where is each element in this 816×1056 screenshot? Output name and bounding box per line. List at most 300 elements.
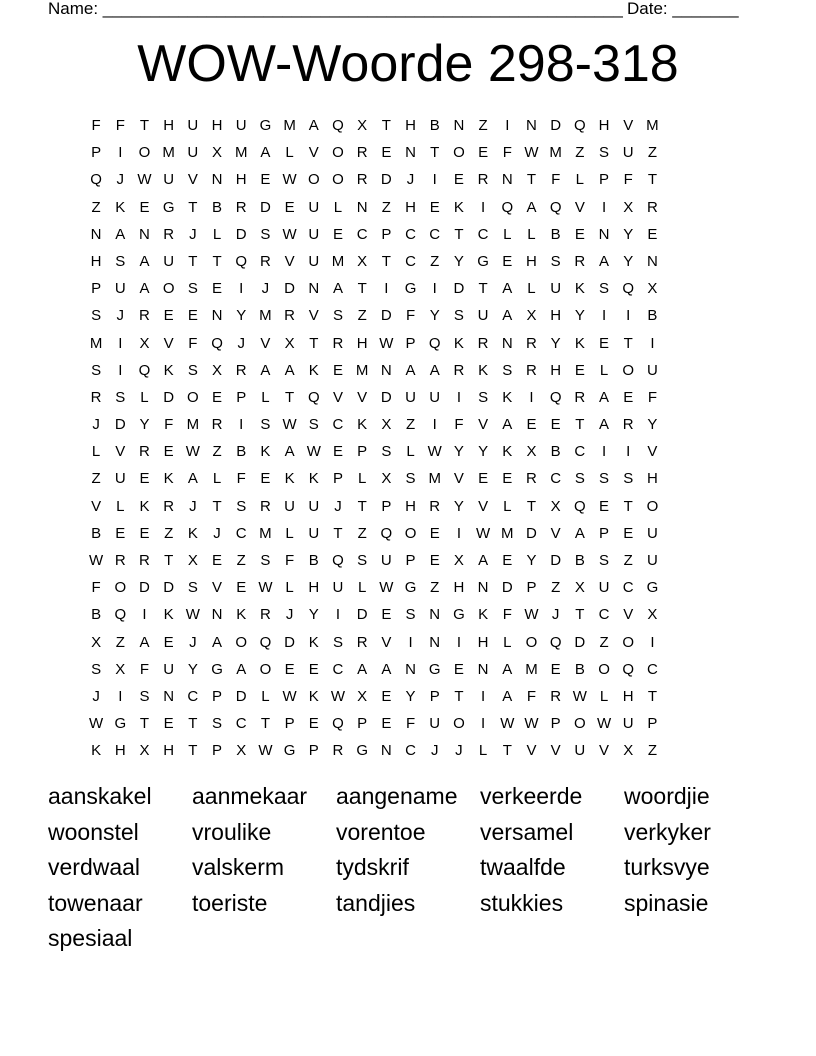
grid-letter: E — [550, 660, 561, 678]
grid-letter: D — [380, 388, 392, 406]
grid-letter: P — [308, 742, 319, 760]
grid-letter: P — [381, 225, 392, 243]
grid-letter: L — [261, 388, 270, 406]
grid-letter: M — [259, 307, 272, 325]
grid-letter: E — [332, 225, 343, 243]
grid-letter: R — [574, 388, 586, 406]
grid-letter: U — [308, 198, 320, 216]
grid-letter: H — [163, 742, 175, 760]
grid-letter: R — [646, 198, 658, 216]
grid-letter: U — [646, 361, 658, 379]
word-list-item: aangename — [336, 783, 458, 809]
grid-letter: W — [185, 443, 200, 461]
grid-letter: S — [187, 280, 198, 298]
grid-letter: I — [650, 334, 655, 352]
grid-letter: Z — [212, 443, 222, 461]
grid-letter: X — [115, 660, 126, 678]
grid-letter: B — [91, 524, 102, 542]
grid-letter: S — [599, 144, 610, 162]
grid-letter: K — [163, 361, 174, 379]
grid-letter: X — [139, 742, 150, 760]
grid-letter: S — [574, 470, 585, 488]
grid-letter: H — [405, 497, 416, 515]
grid-letter: V — [260, 334, 271, 352]
grid-letter: I — [239, 280, 244, 298]
grid-letter: A — [478, 552, 489, 569]
grid-letter: A — [139, 252, 150, 270]
date-field: Date: _______ — [627, 0, 739, 18]
grid-letter: M — [549, 144, 562, 162]
grid-letter: O — [404, 524, 417, 542]
grid-letter: L — [503, 225, 512, 243]
grid-letter: A — [357, 660, 368, 678]
grid-letter: I — [118, 144, 123, 162]
grid-letter: F — [526, 687, 537, 705]
grid-letter: A — [187, 470, 198, 488]
grid-letter: R — [622, 416, 634, 434]
grid-letter: I — [408, 633, 413, 651]
grid-letter: L — [478, 742, 488, 760]
grid-letter: R — [259, 606, 271, 624]
grid-letter: R — [550, 687, 562, 705]
header-line — [48, 0, 748, 20]
grid-letter: O — [453, 144, 465, 162]
grid-letter: V — [284, 252, 295, 270]
grid-letter: R — [526, 470, 537, 488]
grid-letter: O — [598, 660, 610, 678]
grid-letter: J — [237, 334, 245, 352]
grid-letter: G — [428, 660, 441, 678]
grid-letter: X — [91, 633, 102, 651]
grid-letter: I — [239, 416, 244, 434]
grid-letter: J — [92, 687, 100, 705]
grid-letter: D — [284, 633, 296, 651]
grid-letter: Y — [429, 307, 440, 325]
grid-letter: L — [91, 443, 101, 461]
grid-letter: F — [285, 552, 295, 569]
grid-letter: T — [454, 687, 464, 705]
grid-letter: O — [235, 633, 248, 651]
grid-row — [84, 710, 738, 737]
grid-letter: L — [285, 579, 294, 597]
grid-letter: T — [647, 687, 657, 705]
grid-letter: E — [502, 252, 513, 270]
grid-letter: E — [502, 552, 513, 569]
grid-letter: U — [574, 742, 586, 760]
grid-letter: Z — [623, 552, 633, 569]
grid-letter: E — [163, 307, 174, 325]
grid-letter: R — [332, 334, 344, 352]
grid-letter: D — [380, 307, 392, 325]
grid-letter: C — [235, 524, 247, 542]
grid-letter: K — [115, 198, 126, 216]
grid-letter: B — [308, 552, 319, 569]
grid-letter: S — [623, 470, 634, 488]
grid-letter: L — [357, 579, 367, 597]
grid-letter: E — [647, 225, 658, 243]
grid-letter: Y — [623, 252, 634, 270]
grid-letter: T — [357, 497, 367, 515]
grid-letter: M — [428, 470, 441, 488]
word-list-item: stukkies — [480, 889, 564, 916]
grid-letter: R — [356, 171, 368, 189]
grid-letter: P — [381, 497, 392, 515]
grid-letter: N — [380, 361, 392, 379]
grid-letter: P — [405, 552, 416, 569]
grid-letter: F — [115, 117, 125, 134]
grid-letter: A — [212, 633, 223, 651]
grid-letter: W — [427, 443, 442, 461]
grid-letter: C — [477, 225, 489, 243]
grid-letter: X — [381, 470, 392, 488]
grid-letter: Y — [574, 307, 585, 325]
grid-letter: T — [188, 742, 198, 760]
grid-letter: Z — [478, 117, 488, 134]
grid-letter: V — [623, 606, 634, 624]
grid-letter: N — [211, 307, 223, 325]
grid-letter: O — [646, 497, 659, 515]
grid-letter: E — [139, 524, 150, 542]
grid-letter: L — [333, 198, 343, 216]
grid-letter: I — [626, 443, 631, 461]
grid-letter: U — [646, 524, 658, 542]
grid-letter: P — [212, 742, 223, 760]
grid-letter: Q — [90, 171, 102, 189]
grid-letter: T — [212, 252, 222, 270]
grid-letter: F — [91, 579, 101, 597]
grid-letter: Q — [574, 497, 586, 515]
grid-letter: K — [502, 443, 513, 461]
grid-letter: L — [212, 225, 222, 243]
grid-letter: R — [90, 388, 102, 406]
grid-letter: T — [188, 198, 198, 216]
grid-letter: D — [114, 416, 126, 434]
grid-letter: S — [260, 416, 271, 434]
grid-letter: P — [212, 687, 223, 705]
grid-letter: Q — [380, 524, 393, 542]
grid-letter: T — [139, 117, 150, 134]
grid-letter: R — [429, 497, 441, 515]
grid-letter: E — [599, 334, 610, 352]
grid-letter: R — [259, 252, 271, 270]
grid-letter: A — [260, 144, 271, 162]
grid-letter: H — [550, 307, 562, 325]
grid-letter: E — [139, 470, 150, 488]
grid-letter: E — [599, 497, 610, 515]
grid-letter: S — [381, 443, 392, 461]
grid-letter: E — [332, 361, 343, 379]
grid-letter: B — [550, 443, 561, 461]
grid-letter: H — [405, 198, 416, 216]
grid-letter: E — [260, 470, 271, 488]
grid-letter: K — [308, 361, 319, 379]
grid-letter: Z — [357, 524, 367, 542]
grid-letter: L — [406, 443, 415, 461]
grid-letter: O — [114, 579, 127, 597]
grid-letter: W — [330, 687, 346, 705]
grid-letter: S — [212, 715, 223, 733]
grid-letter: V — [574, 198, 585, 216]
grid-letter: F — [405, 715, 416, 733]
grid-letter: E — [478, 144, 489, 162]
grid-letter: T — [478, 280, 488, 298]
grid-letter: O — [332, 144, 344, 162]
grid-letter: O — [307, 171, 320, 189]
grid-letter: G — [356, 742, 368, 760]
grid-letter: W — [379, 579, 394, 597]
grid-letter: I — [601, 443, 607, 461]
grid-letter: T — [188, 252, 198, 270]
word-list-item: twaalfde — [480, 854, 566, 880]
grid-row — [84, 493, 738, 520]
grid-letter: H — [622, 687, 634, 705]
grid-letter: B — [91, 606, 102, 624]
grid-letter: L — [503, 633, 512, 651]
grid-letter: T — [188, 715, 198, 733]
grid-letter: H — [163, 117, 175, 134]
grid-letter: O — [622, 633, 635, 651]
grid-letter: F — [405, 307, 416, 325]
grid-letter: O — [574, 715, 586, 733]
grid-letter: Y — [550, 334, 561, 352]
grid-letter: H — [477, 633, 489, 651]
grid-letter: C — [646, 660, 658, 678]
grid-letter: X — [236, 742, 247, 760]
grid-letter: E — [115, 524, 126, 542]
grid-row — [84, 656, 738, 683]
grid-letter: T — [454, 225, 464, 243]
grid-letter: Z — [381, 198, 391, 216]
grid-letter: N — [405, 144, 416, 162]
grid-letter: P — [284, 715, 295, 733]
grid-letter: E — [381, 715, 392, 733]
grid-letter: E — [453, 660, 464, 678]
grid-letter: Y — [187, 660, 198, 678]
grid-letter: W — [282, 416, 297, 434]
grid-letter: W — [596, 715, 612, 733]
grid-letter: N — [211, 606, 223, 624]
grid-letter: E — [429, 552, 440, 569]
word-list-item: vorentoe — [336, 818, 426, 845]
grid-letter: H — [405, 117, 416, 134]
grid-letter: V — [550, 524, 561, 542]
grid-letter: L — [261, 687, 270, 705]
grid-letter: H — [598, 117, 610, 134]
grid-letter: M — [501, 524, 514, 542]
grid-letter: A — [139, 633, 150, 651]
grid-letter: U — [477, 307, 489, 325]
grid-letter: G — [404, 579, 417, 597]
grid-letter: H — [114, 742, 126, 760]
grid-letter: C — [332, 416, 344, 434]
grid-letter: V — [187, 171, 198, 189]
grid-letter: T — [260, 715, 270, 733]
grid-letter: Q — [622, 660, 635, 678]
grid-letter: J — [189, 497, 197, 515]
grid-letter: T — [647, 171, 657, 189]
grid-row — [84, 248, 738, 275]
grid-letter: X — [550, 497, 561, 515]
grid-letter: C — [405, 225, 416, 243]
grid-letter: O — [187, 388, 199, 406]
grid-letter: W — [282, 225, 297, 243]
grid-letter: P — [405, 334, 416, 352]
grid-letter: Z — [575, 144, 585, 162]
word-list-item: tandjies — [336, 889, 416, 916]
grid-letter: S — [308, 416, 319, 434]
grid-letter: A — [526, 198, 537, 216]
grid-letter: B — [550, 225, 561, 243]
grid-letter: C — [356, 225, 368, 243]
grid-row — [84, 384, 738, 411]
grid-letter: Z — [599, 633, 609, 651]
grid-letter: U — [163, 171, 175, 189]
grid-letter: V — [308, 307, 319, 325]
grid-letter: N — [429, 633, 441, 651]
grid-letter: C — [622, 579, 634, 597]
grid-letter: E — [260, 171, 271, 189]
grid-letter: P — [526, 579, 537, 597]
grid-letter: T — [502, 742, 512, 760]
grid-letter: D — [139, 579, 150, 597]
grid-letter: U — [308, 252, 320, 270]
grid-letter: F — [502, 144, 512, 162]
grid-letter: I — [118, 334, 123, 352]
grid-letter: R — [235, 198, 247, 216]
grid-letter: S — [599, 280, 610, 298]
grid-row — [84, 139, 738, 166]
grid-letter: N — [526, 117, 537, 134]
grid-letter: S — [550, 252, 561, 270]
grid-letter: R — [139, 552, 150, 569]
grid-letter: P — [357, 443, 368, 461]
grid-letter: F — [91, 117, 101, 134]
grid-letter: K — [260, 443, 271, 461]
grid-letter: W — [282, 171, 297, 189]
grid-letter: O — [162, 280, 175, 298]
grid-letter: T — [623, 497, 633, 515]
grid-letter: G — [453, 606, 465, 624]
grid-letter: M — [283, 117, 296, 134]
grid-letter: W — [306, 443, 321, 461]
grid-letter: W — [89, 715, 104, 733]
grid-letter: W — [524, 606, 539, 624]
grid-letter: L — [599, 687, 609, 705]
grid-letter: Q — [211, 334, 223, 352]
grid-letter: V — [163, 334, 174, 352]
grid-letter: F — [139, 660, 150, 678]
grid-letter: E — [478, 470, 489, 488]
grid-letter: X — [453, 552, 464, 569]
grid-letter: K — [478, 606, 489, 624]
grid-letter: D — [501, 579, 513, 597]
grid-letter: N — [646, 252, 658, 270]
grid-letter: I — [432, 416, 437, 434]
grid-letter: J — [430, 742, 439, 760]
grid-letter: F — [236, 470, 246, 488]
grid-letter: M — [355, 361, 369, 379]
grid-letter: R — [211, 416, 223, 434]
grid-letter: S — [453, 307, 464, 325]
grid-letter: D — [550, 117, 562, 134]
grid-letter: V — [91, 497, 102, 515]
grid-letter: V — [478, 416, 489, 434]
grid-letter: J — [92, 416, 100, 434]
word-list-item: verdwaal — [48, 854, 141, 880]
grid-letter: A — [308, 117, 319, 134]
grid-letter: N — [356, 198, 368, 216]
grid-letter: I — [481, 687, 486, 705]
grid-letter: U — [550, 280, 562, 298]
grid-letter: W — [524, 715, 539, 733]
grid-row — [84, 194, 738, 221]
grid-letter: P — [236, 388, 247, 406]
grid-letter: E — [526, 416, 537, 434]
grid-letter: U — [429, 388, 441, 406]
grid-row — [84, 330, 738, 357]
grid-letter: J — [455, 742, 463, 760]
grid-letter: K — [139, 497, 150, 515]
grid-letter: B — [574, 552, 585, 569]
grid-letter: U — [622, 715, 634, 733]
grid-letter: S — [91, 307, 102, 325]
grid-letter: E — [284, 198, 295, 216]
grid-letter: T — [357, 280, 367, 298]
grid-letter: Z — [430, 579, 440, 597]
grid-letter: E — [574, 225, 585, 243]
grid-letter: P — [91, 280, 102, 298]
grid-row — [84, 112, 738, 139]
grid-letter: I — [456, 633, 461, 651]
grid-letter: S — [91, 660, 102, 678]
grid-letter: B — [236, 443, 247, 461]
grid-letter: G — [162, 198, 175, 216]
grid-letter: R — [259, 497, 271, 515]
word-list-item: verkyker — [624, 818, 711, 845]
grid-letter: E — [381, 687, 392, 705]
grid-letter: I — [481, 715, 486, 733]
grid-letter: Z — [164, 524, 174, 542]
grid-letter: S — [478, 388, 489, 406]
grid-row — [84, 683, 738, 710]
word-list-item: woordjie — [624, 783, 710, 809]
grid-letter: K — [453, 334, 464, 352]
grid-letter: T — [623, 334, 633, 352]
grid-letter: X — [357, 252, 368, 270]
grid-letter: O — [525, 633, 538, 651]
grid-letter: E — [623, 524, 634, 542]
grid-letter: Y — [478, 443, 489, 461]
grid-letter: E — [574, 361, 585, 379]
word-list-item: tydskrif — [336, 854, 409, 880]
grid-letter: S — [187, 579, 198, 597]
grid-letter: W — [476, 524, 491, 542]
grid-letter: Y — [647, 416, 658, 434]
grid-letter: T — [164, 552, 174, 569]
grid-letter: R — [114, 552, 126, 569]
grid-letter: U — [308, 225, 320, 243]
grid-letter: T — [526, 497, 537, 515]
grid-letter: R — [526, 361, 537, 379]
grid-row — [84, 302, 738, 329]
grid-letter: W — [137, 171, 152, 189]
grid-letter: J — [261, 280, 270, 298]
grid-letter: N — [501, 334, 513, 352]
grid-letter: Q — [332, 552, 344, 569]
word-list-item: vroulike — [192, 818, 272, 845]
grid-letter: R — [163, 225, 175, 243]
grid-letter: A — [502, 280, 513, 298]
